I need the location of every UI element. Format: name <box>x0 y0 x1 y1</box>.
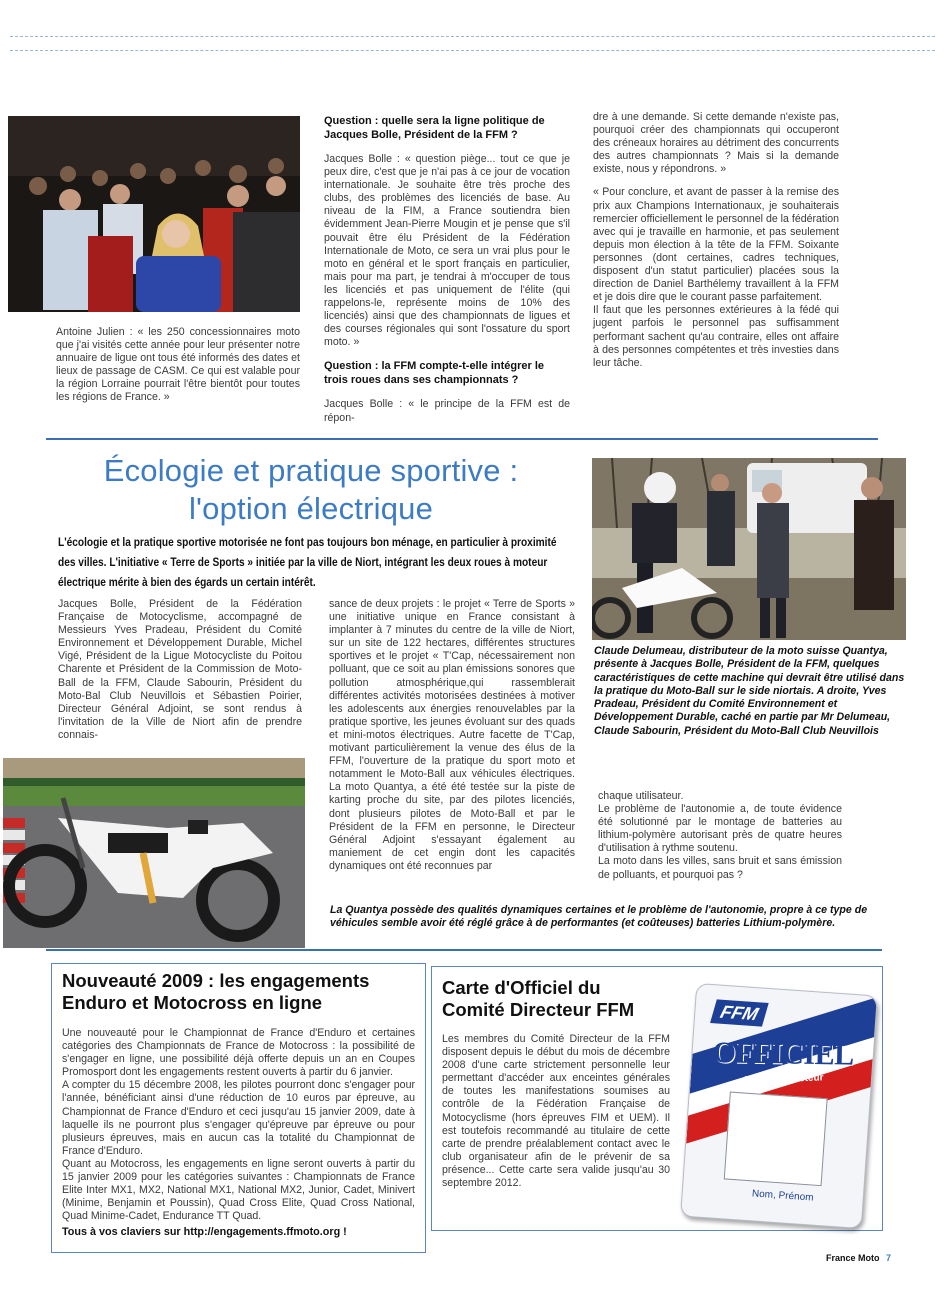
bike-photo-caption: La Quantya possède des qualités dynamiques certaines et le problème de l'autonomie, propre à ce type de véhicules semble avoir été réglé grâce à de performantes (et coûteuses) batteries Lithium-polymère. <box>330 904 868 930</box>
headline-line-1: Écologie et pratique sportive : <box>103 453 519 488</box>
question-1: Question : quelle sera la ligne politique de Jacques Bolle, Président de la FFM ? <box>324 115 545 141</box>
registration-paragraph-2: A compter du 15 décembre 2008, les pilotes pourront donc s'engager pour l'année, bénéficiant ainsi d'une réduction de 10 euros par épreuve, au Championnat de France d'Enduro et ceci jusqu'au 15 janvier 2009, date à laquelle ils ne pourront plus s'engager qu'épreuve par épreuve ou pour plusieurs épreuves, mais en aucun cas la totalité du Championnat de France d'Enduro. <box>62 1079 415 1157</box>
card-box-text: Les membres du Comité Directeur de la FFM disposent depuis le début du mois de décembre 2008 d'une carte strictement personnelle leur permettant d'accéder aux enceintes générales de toutes les manifestations soumises au contrôle de la Fédération Française de Motocyclisme (hors épreuves FIM et UEM). Il est toutefois recommandé au titulaire de cette carte de prendre préalablement contact avec le club organisateur afin de le prévenir de sa présence... Cette carte sera valide jusqu'au 30 septembre 2012. <box>442 1033 670 1190</box>
top-col3 <box>593 111 839 370</box>
registration-paragraph-1: Une nouveauté pour le Championnat de France d'Enduro et certaines catégories des Championnats de France de Motocross : la possibilité de s'engager en ligne, une possibilité déjà offerte depuis un an en Coupes Promosport dont les engagements restent ouverts à partir du 6 janvier. <box>62 1027 415 1079</box>
section-rule-bottom <box>46 949 882 951</box>
top-dashed-rule-2 <box>10 50 935 51</box>
registration-title-line-1: Nouveauté 2009 : les engagements <box>62 970 370 991</box>
col3-paragraph-1: dre à une demande. Si cette demande n'existe pas, pourquoi créer des championnats qui occuperont des créneaux horaires au détriment des concurrents des autres championnats ? Mais si la demande existe, nous y répondrons. » <box>593 111 839 176</box>
online-registration-box <box>51 963 426 1253</box>
answer-2-start: Jacques Bolle : « le principe de la FFM est de répon- <box>324 398 570 424</box>
top-dashed-rule <box>10 36 935 37</box>
top-col1-text: Antoine Julien : « les 250 concessionnaires moto que j'ai visités cette année pour leur présenter notre annuaire de ligue ont tous été informés des dates et lieux de passage de CASM. Ce qui est valable pour la région Lorraine pourrait l'être bientôt pour toutes les régions de France. » <box>56 326 300 404</box>
col3-line-2: Le problème de l'autonomie a, de toute évidence été solutionné par le montage de batteries au lithium-polymère autorisant près de quatre heures d'utilisation à rythme soutenu. <box>598 803 842 855</box>
ecology-col1: Jacques Bolle, Président de la Fédération Française de Motocyclisme, accompagné de Messieurs Yves Pradeau, Président du Comité Environnement et Développement Durable, Michel Vigé, Président de la Ligue Motocycliste du Poitou Charente et Président de la Commission de Moto-Ball de la FFM, Claude Sabourin, Président du Moto-Bal Club Neuvillois et Sébastien Poirier, Directeur Général Adjoint, se sont rendus à l'invitation de la Ville de Niort afin de prendre connais- <box>58 598 302 741</box>
card-officiel-word: OFFICIEL <box>712 1036 854 1072</box>
meeting-photo-caption: Claude Delumeau, distributeur de la moto suisse Quantya, présente à Jacques Bolle, Président de la FFM, quelques caractéristiques de cette machine qui devrait être utilisé dans la pratique du Moto-Ball sur le side niortais. A droite, Yves Pradeau, Président du Comité Environnement et Développement Durable, caché en partie par Mr Delumeau, Claude Sabourin, Président du Moto-Ball Club Neuvillois <box>594 645 905 737</box>
ecology-lead: L'écologie et la pratique sportive motorisée ne font pas toujours bon ménage, en particulier à proximité des villes. L'initiative « Terre de Sports » initiée par la ville de Niort, intégrant les deux roues à moteur électrique mérite à bien des égards un certain intérêt. <box>58 535 557 589</box>
registration-url-text[interactable]: Tous à vos claviers sur http://engagements.ffmoto.org ! <box>62 1226 347 1239</box>
registration-title-line-2: Enduro et Motocross en ligne <box>62 992 323 1013</box>
registration-title <box>62 970 415 1014</box>
top-col2 <box>324 115 570 425</box>
col3-paragraph-3: Il faut que les personnes extérieures à la fédé qui jugent parfois le personnel pas suffisamment performant sachent qu'au contraire, elles ont affaire à des personnes compétentes et très investies dans leur tâche. <box>593 304 839 369</box>
card-title-line-1: Carte d'Officiel du <box>442 977 601 998</box>
official-card-box <box>431 966 883 1231</box>
ecology-headline <box>56 452 566 528</box>
bike-photo <box>3 758 305 948</box>
official-card-image <box>680 983 878 1229</box>
col3-paragraph-2: « Pour conclure, et avant de passer à la remise des prix aux Champions Internationaux, je souhaiterais remercier officiellement le personnel de la fédération avec qui je travaille en harmonie, et pas seulement depuis mon élection à la tête de la FFM. Soixante personnes (dont certaines, cadres techniques, disposent d'un statut particulier) placées sous la direction de Daniel Barthélemy travaillent à la FFM et je dois dire que le courant passe parfaitement. <box>593 186 839 304</box>
meeting-photo <box>592 458 906 640</box>
card-photo-frame <box>724 1092 828 1187</box>
headline-line-2: l'option électrique <box>188 491 434 526</box>
audience-photo <box>8 116 300 312</box>
answer-1: Jacques Bolle : « question piège... tout ce que je peux dire, c'est que je n'ai pas à ce jour de vocation internationale. Je souhaite être très proche des clubs, des problèmes des licenciés de base. Au niveau de la FIM, a France soutiendra bien évidemment Jean-Pierre Mougin et je pense que s'il pouvait être élu Président de la Fédération Internationale de Moto, ce sera un vrai plus pour le moto en général et le sport français en particulier, mais pour ma part, je tendrai à m'occuper de tous les licenciés et pas uniquement de l'élite (qui rappelons-le, représente moins de 10% des licenciés) ainsi que des championnats de ligues et des courses régionales qui sont l'ossature du sport moto. » <box>324 153 570 349</box>
ecology-col3 <box>598 790 842 882</box>
question-2: Question : la FFM compte-t-elle intégrer le trois roues dans ses championnats ? <box>324 360 545 386</box>
section-rule-top <box>46 438 878 440</box>
page-number: 7 <box>885 1253 891 1263</box>
card-title-line-2: Comité Directeur FFM <box>442 999 635 1020</box>
card-surface <box>680 983 878 1229</box>
ffm-logo: FFM <box>710 999 769 1026</box>
card-subtitle: Comité Directeur <box>742 1072 824 1087</box>
publication-name: France Moto <box>825 1253 880 1263</box>
registration-paragraph-3: Quant au Motocross, les engagements en ligne seront ouverts à partir du 15 janvier 2009 pour les catégories suivantes : Championnats de France Elite Inter MX1, MX2, National MX1, National MX2, Junior, Cadet, Minivert (Minime, Benjamin et Poussin), Quad Cross Elite, Quad Cross National, Quad Minime-Cadet, Endurance TT Quad. <box>62 1157 415 1223</box>
ecology-col2: sance de deux projets : le projet « Terre de Sports » une initiative unique en France consistant à implanter à 7 minutes du centre de la ville de Niort, sur un site de 122 hectares, différentes structures sportives et le projet « T'Cap, nécessairement non polluant, que ce soit au plan émissions sonores que pollution atmosphérique,qui rassemblerait différentes activités motorisées destinées à motiver les adolescents aux énergies renouvelables par la pratique sportive, les jeunes évoluant sur des quads et mini-motos électriques. Autre facette de T'Cap, motivant particulièrement la venue des élus de la FFM, l'ouverture de la pratique du sport moto et notamment le Moto-Ball aux véhicules électriques. La moto Quantya, a été été testée sur la piste de karting proche du site, par des pilotes licenciés, dont plusieurs pilotes de Moto-Ball et par le Président de la FFM en personne, le Directeur Général Adjoint s'essayant également au maniement de cet engin dont les capacités dynamiques ont été reconnues par <box>329 598 575 872</box>
registration-body <box>62 1027 415 1223</box>
col3-line-3: La moto dans les villes, sans bruit et sans émission de polluants, et pourquoi pas ? <box>598 855 842 881</box>
page-footer <box>826 1253 891 1263</box>
col3-line-1: chaque utilisateur. <box>598 790 684 802</box>
card-name-field: Nom, Prénom <box>751 1188 814 1204</box>
